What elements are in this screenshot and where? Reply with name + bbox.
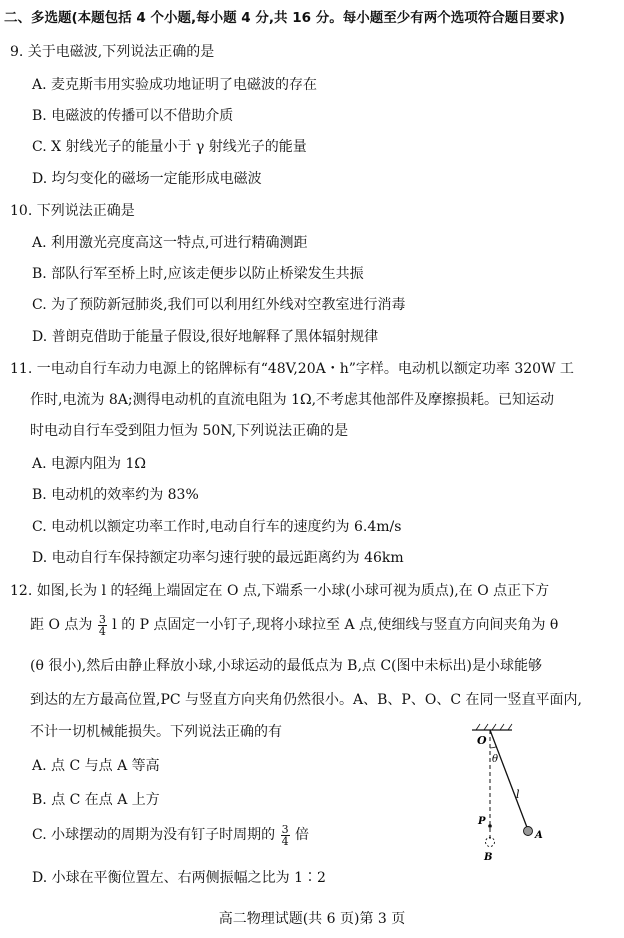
pendulum-string	[490, 730, 528, 830]
theta-arc	[490, 747, 497, 748]
pendulum-figure	[452, 722, 562, 862]
question-9-option-a: A. 麦克斯韦用实验成功地证明了电磁波的存在	[32, 77, 318, 93]
nail-p	[488, 824, 492, 828]
label-o: O	[477, 734, 487, 747]
question-10-option-c: C. 为了预防新冠肺炎,我们可以利用红外线对空教室进行消毒	[32, 297, 406, 313]
question-12-line-2	[30, 612, 558, 638]
question-12-option-c-after: 倍	[295, 827, 310, 843]
label-theta: θ	[492, 754, 499, 765]
ball-a	[524, 827, 533, 836]
question-10-stem: 10. 下列说法正确是	[10, 203, 135, 219]
question-11-line-1: 11. 一电动自行车动力电源上的铭牌标有“48V,20A・h”字样。电动机以额定功率 320W 工	[10, 361, 574, 377]
fraction-three-quarters	[98, 614, 107, 637]
question-12-line-2-after: l 的 P 点固定一小钉子,现将小球拉至 A 点,使细线与竖直方向间夹角为 θ	[112, 617, 559, 633]
page-footer: 高二物理试题(共 6 页)第 3 页	[218, 911, 406, 927]
question-12-line-1: 12. 如图,长为 l 的轻绳上端固定在 O 点,下端系一小球(小球可视为质点),在 O 点正下方	[10, 583, 550, 599]
question-12-line-2-before: 距 O 点为	[30, 617, 93, 633]
question-12-line-4: 到达的左方最高位置,PC 与竖直方向夹角仍然很小。A、B、P、O、C 在同一竖直平面内,	[30, 692, 582, 708]
question-12-option-d: D. 小球在平衡位置左、右两侧振幅之比为 1∶2	[32, 870, 326, 886]
label-l: l	[516, 788, 520, 801]
question-11-option-b: B. 电动机的效率约为 83%	[32, 487, 199, 503]
question-11-option-d: D. 电动自行车保持额定功率匀速行驶的最远距离约为 46km	[32, 550, 404, 566]
option-c-fraction-denominator: 4	[281, 834, 289, 848]
question-11-option-a: A. 电源内阻为 1Ω	[32, 456, 146, 472]
fraction-numerator: 3	[98, 612, 106, 626]
question-9-stem: 9. 关于电磁波,下列说法正确的是	[10, 44, 215, 60]
question-11-line-3: 时电动自行车受到阻力恒为 50N,下列说法正确的是	[30, 423, 349, 439]
label-a: A	[535, 830, 543, 841]
label-p: P	[478, 816, 486, 827]
option-c-fraction	[281, 824, 290, 847]
option-c-fraction-numerator: 3	[281, 822, 289, 836]
question-11-line-2: 作时,电流为 8A;测得电动机的直流电阻为 1Ω,不考虑其他部件及摩擦损耗。已知运动	[30, 392, 555, 408]
question-9-option-d: D. 均匀变化的磁场一定能形成电磁波	[32, 171, 262, 187]
ceiling-hatch	[472, 724, 512, 730]
question-10-option-d: D. 普朗克借助于能量子假设,很好地解释了黑体辐射规律	[32, 329, 379, 345]
label-b: B	[484, 852, 493, 862]
question-12-line-3: (θ 很小),然后由静止释放小球,小球运动的最低点为 B,点 C(图中未标出)是小球能够	[30, 658, 542, 674]
question-9-option-b: B. 电磁波的传播可以不借助介质	[32, 108, 234, 124]
question-12-line-5: 不计一切机械能损失。下列说法正确的有	[30, 724, 282, 740]
fraction-denominator: 4	[98, 624, 106, 638]
question-12-option-c-before: C. 小球摆动的周期为没有钉子时周期的	[32, 827, 276, 843]
section-heading: 二、多选题(本题包括 4 个小题,每小题 4 分,共 16 分。每小题至少有两个选项符合题目要求)	[4, 10, 565, 26]
question-10-option-b: B. 部队行军至桥上时,应该走便步以防止桥梁发生共振	[32, 266, 364, 282]
question-12-option-c	[32, 822, 309, 848]
question-10-option-a: A. 利用激光亮度高这一特点,可进行精确测距	[32, 235, 308, 251]
question-12-option-b: B. 点 C 在点 A 上方	[32, 792, 160, 808]
question-11-option-c: C. 电动机以额定功率工作时,电动自行车的速度约为 6.4m/s	[32, 519, 402, 535]
question-12-option-a: A. 点 C 与点 A 等高	[32, 758, 160, 774]
question-9-option-c: C. X 射线光子的能量小于 γ 射线光子的能量	[32, 139, 307, 155]
